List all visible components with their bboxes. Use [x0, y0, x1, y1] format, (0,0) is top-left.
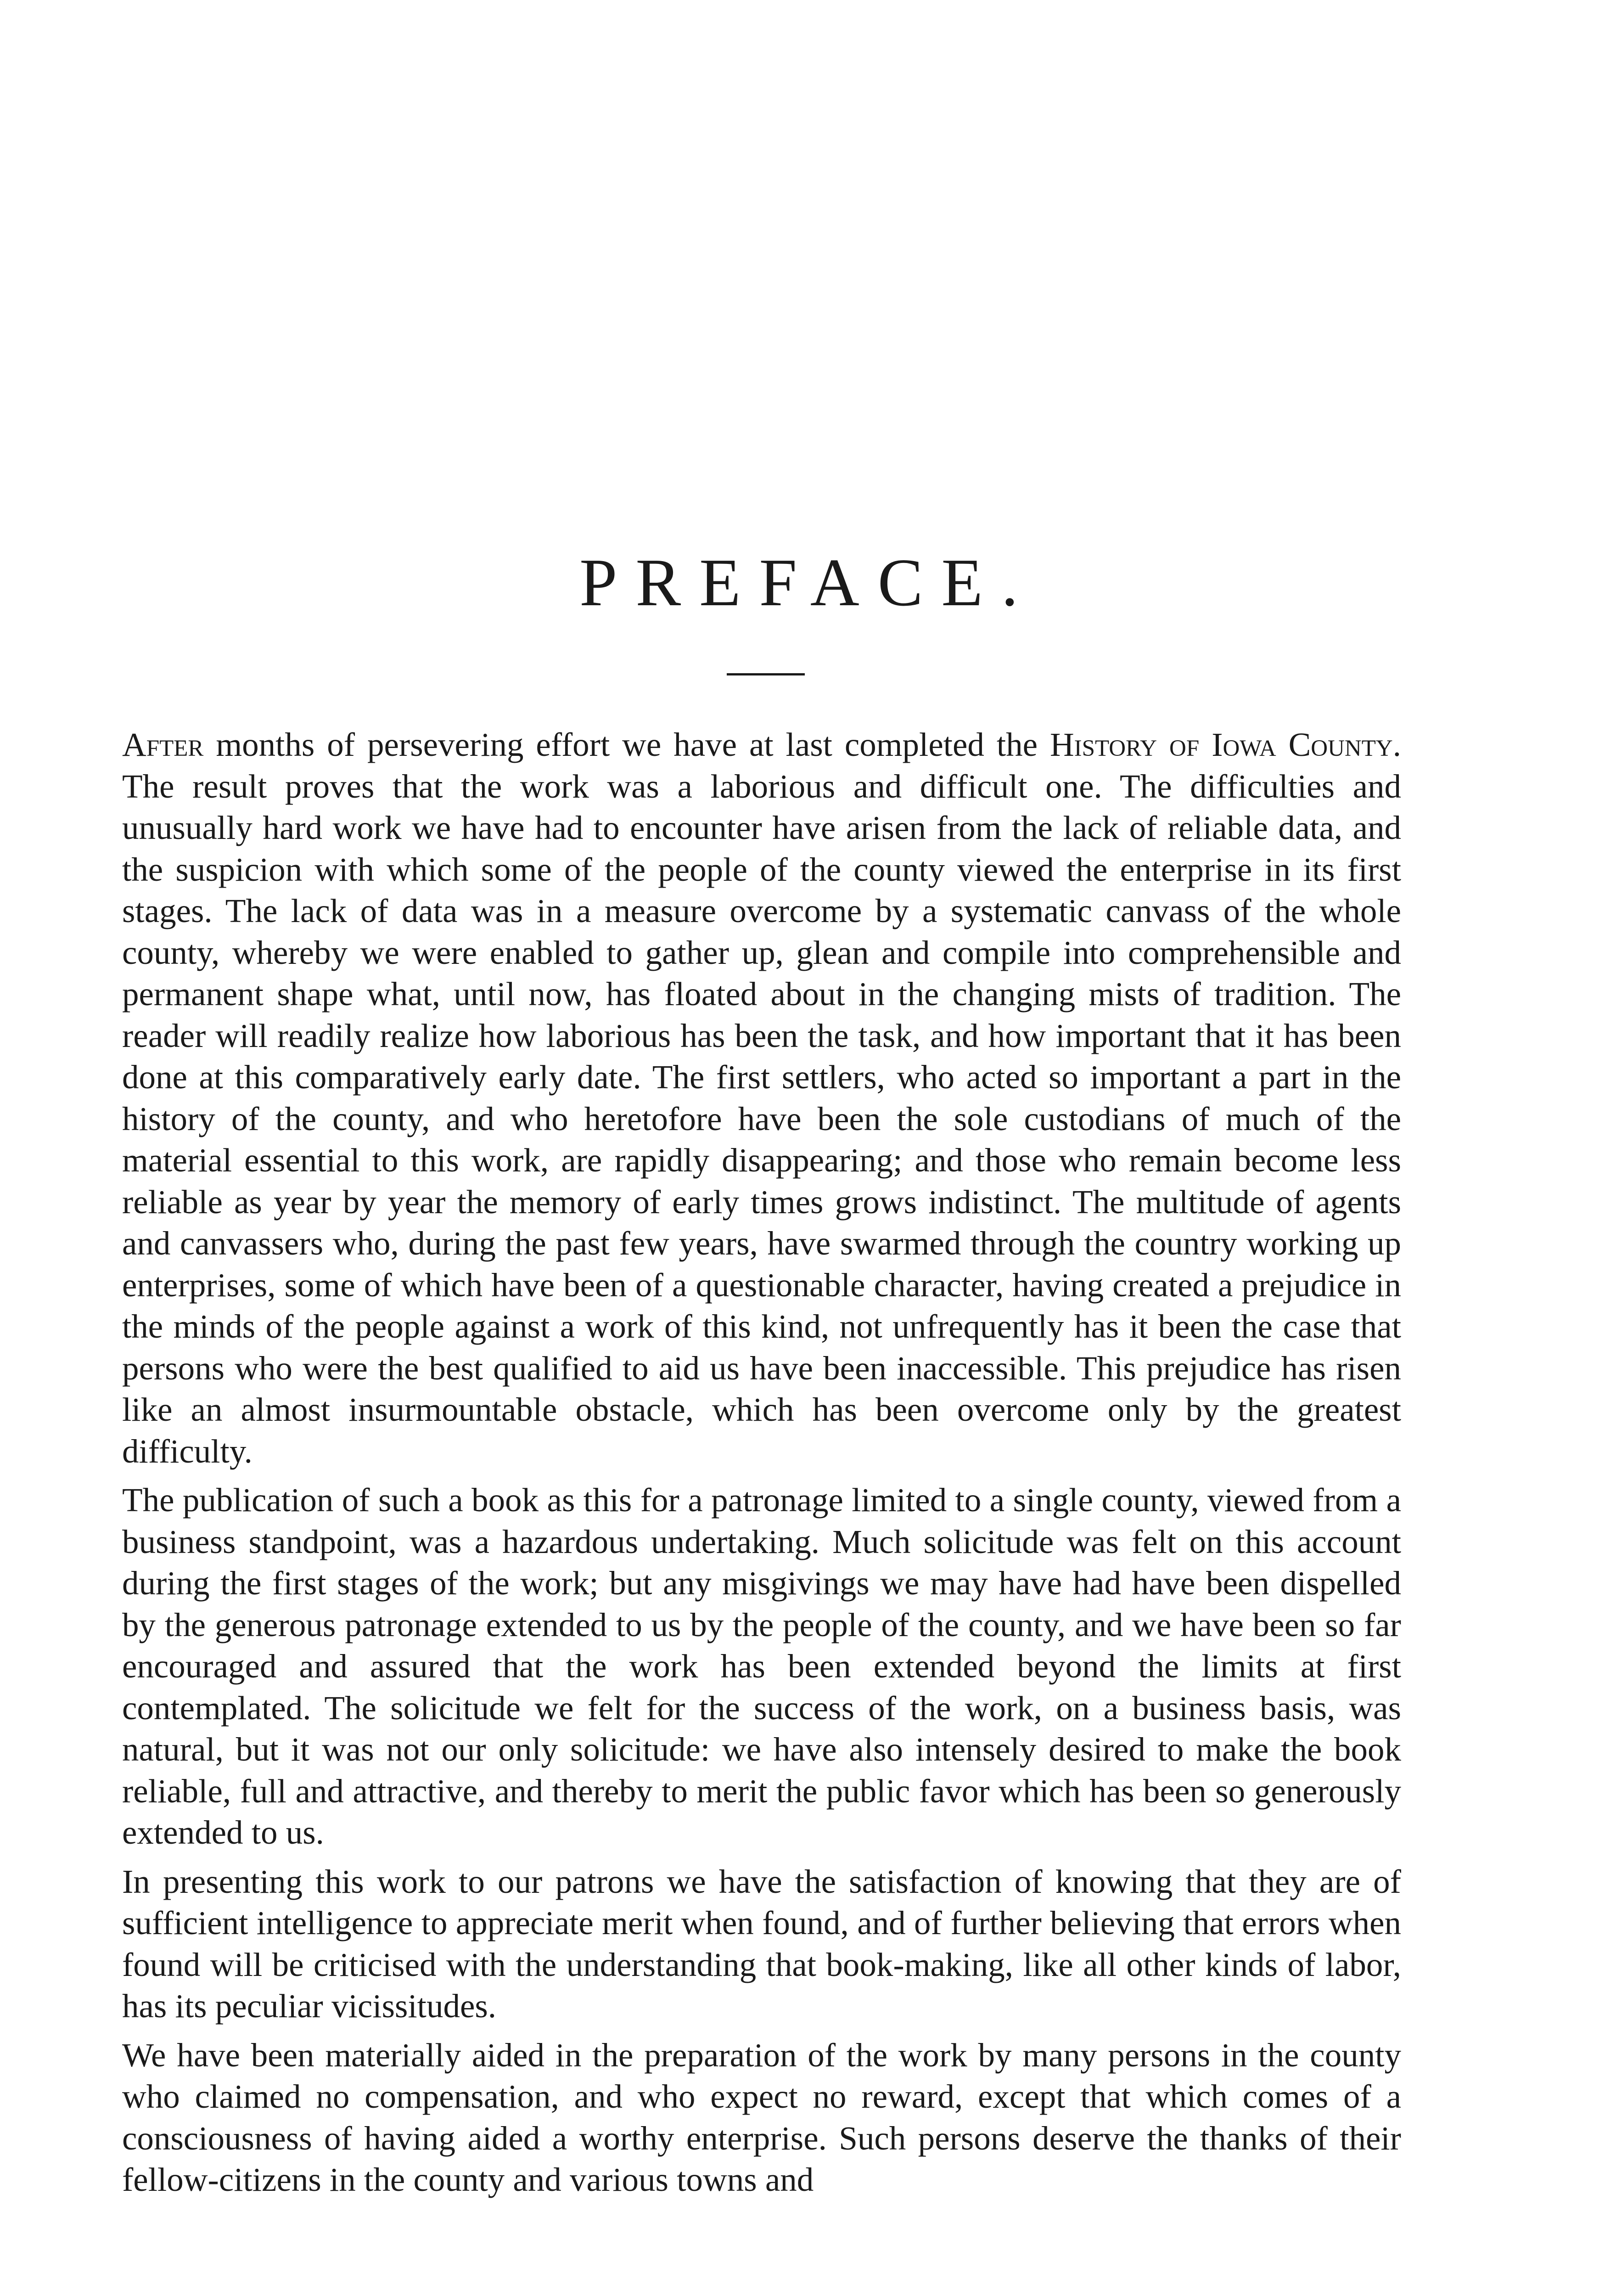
- preface-body: [122, 724, 1401, 2208]
- lead-word: After: [122, 726, 204, 763]
- paragraph-1-text-after: . The result proves that the work was a laborious and difficult one. The difficulties and unusually hard work we have had to encounter have arisen from the lack of reliable data, and the suspicion with which some of the people of the county viewed the enterprise in its first stages. The lack of data was in a measure overcome by a systematic canvass of the whole county, whereby we were enabled to gather up, glean and compile into comprehensible and permanent shape what, until now, has floated about in the changing mists of tradition. The reader will readily realize how laborious has been the task, and how important that it has been done at this comparatively early date. The first settlers, who acted so important a part in the history of the county, and who heretofore have been the sole custodians of much of the material essential to this work, are rapidly disappearing; and those who remain become less reliable as year by year the memory of early times grows indistinct. The multitude of agents and canvassers who, during the past few years, have swarmed through the country working up enterprises, some of which have been of a questionable character, having created a prejudice in the minds of the people against a work of this kind, not unfrequently has it been the case that persons who were the best qualified to aid us have been inaccessible. This prejudice has risen like an almost insurmountable obstacle, which has been overcome only by the greatest difficulty.: [122, 726, 1401, 1470]
- title-rule: [727, 673, 805, 675]
- paragraph-4: We have been materially aided in the preparation of the work by many persons in the county who claimed no compensation, and who expect no reward, except that which comes of a consciousness of having aided a worthy enterprise. Such persons deserve the thanks of their fellow-citizens in the county and various towns and: [122, 2036, 1401, 2198]
- paragraph-3: In presenting this work to our patrons we have the satisfaction of knowing that they are of sufficient intelligence to appreciate merit when found, and of further believing that errors when found will be criticised with the understanding that book-making, like all other kinds of labor, has its peculiar vicissitudes.: [122, 1863, 1401, 2025]
- paragraph-1: [122, 724, 1401, 1472]
- paragraph-2: The publication of such a book as this for a patronage limited to a single county, viewed from a business standpoint, was a hazardous undertaking. Much solicitude was felt on this account during the first stages of the work; but any misgivings we may have had have been dispelled by the generous patronage extended to us by the people of the county, and we have been so far encouraged and assured that the work has been extended beyond the limits at first contemplated. The solicitude we felt for the success of the work, on a business basis, was natural, but it was not our only solicitude: we have also intensely desired to make the book reliable, full and attractive, and thereby to merit the public favor which has been so generously extended to us.: [122, 1481, 1401, 1851]
- page-title: PREFACE.: [579, 545, 1037, 620]
- book-title: History of Iowa County: [1049, 726, 1393, 763]
- paragraph-1-text: months of persevering effort we have at last completed the: [203, 726, 1050, 763]
